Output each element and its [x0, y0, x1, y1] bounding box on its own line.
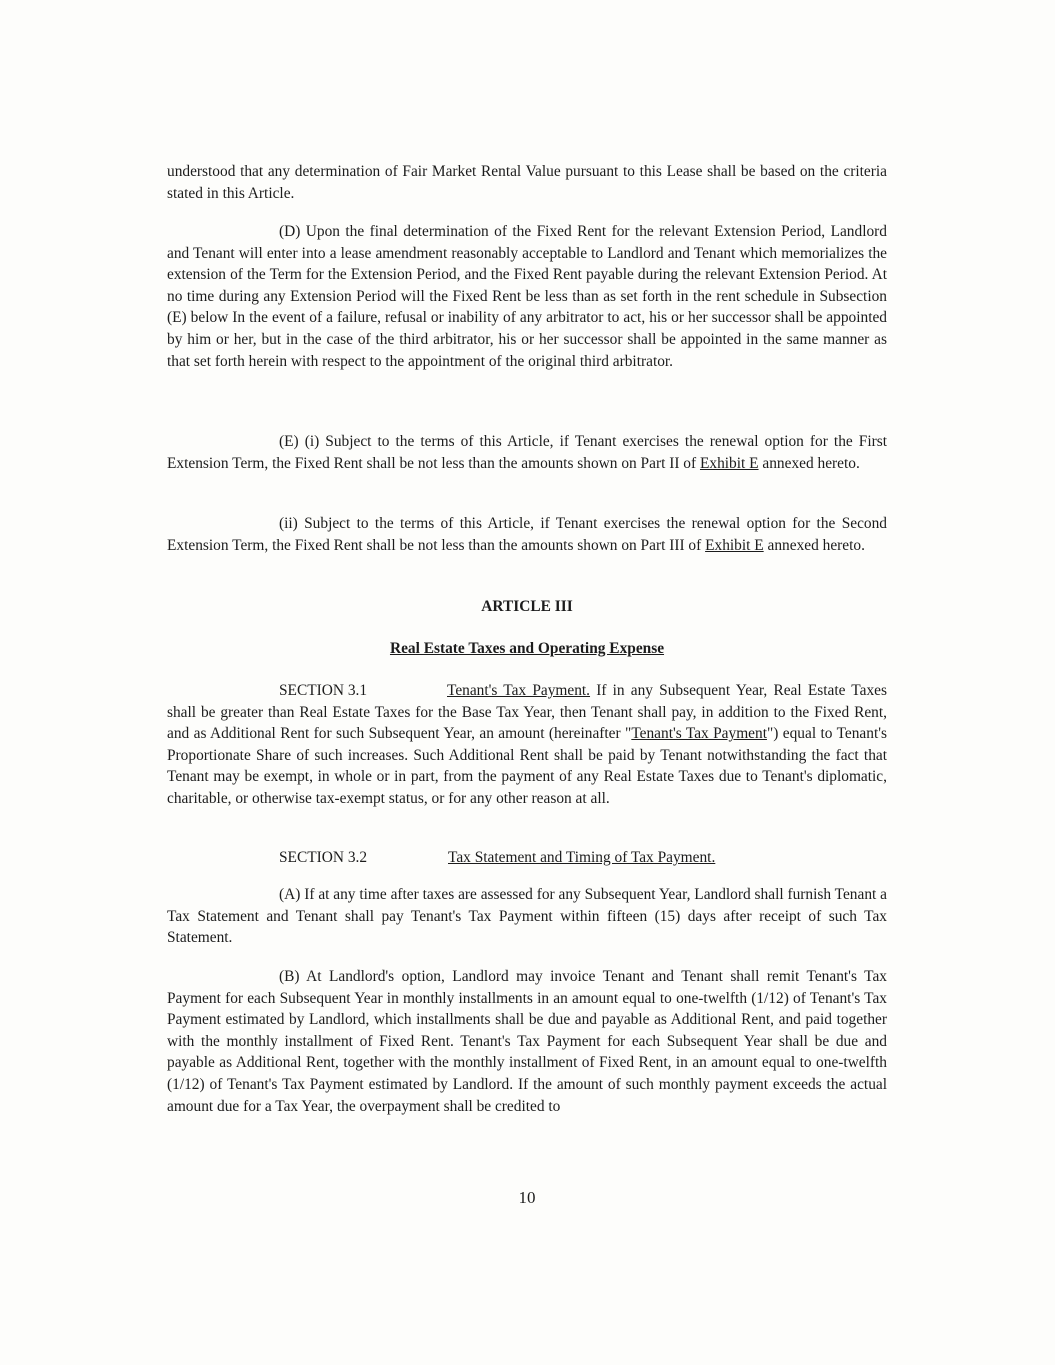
- paragraph-E-ii: [167, 513, 887, 556]
- paragraph-A: (A) If at any time after taxes are assessed for any Subsequent Year, Landlord shall furnish Tenant a Tax Statement and Tenant shall pay Tenant's Tax Payment within fifteen (15) days after receipt of such Tax Statement.: [167, 886, 887, 947]
- paragraph-D: (D) Upon the final determination of the Fixed Rent for the relevant Extension Period, Landlord and Tenant will enter into a lease amendment reasonably acceptable to Landlord and Tenant which memorializes the extension of the Term for the Extension Period, and the Fixed Rent payable during the relevant Extension Period. At no time during any Extension Period will the Fixed Rent be less than as set forth in the rent schedule in Subsection (E) below In the event of a failure, refusal or inability of any arbitrator to act, his or her successor shall be appointed by him or her, but in the case of the third arbitrator, his or her successor shall be appointed in the same manner as that set forth herein with respect to the appointment of the original third arbitrator.: [167, 223, 887, 370]
- defined-term-tenants-tax-payment: Tenant's Tax Payment: [631, 725, 767, 743]
- paragraph-E-i-text: (E) (i) Subject to the terms of this Article, if Tenant exercises the renewal option for the First Extension Term, the Fixed Rent shall be not less than the amounts shown on Part II of: [167, 433, 887, 472]
- section-3-1-text: If in any Subsequent Year, Real Estate Taxes shall be greater than Real Estate Taxes for the Base Tax Year, then Tenant shall pay, in addition to the Fixed Rent, and as Additional Rent for such Subsequent Year, an amount (hereinafter ": [167, 682, 887, 743]
- paragraph-E-ii-tail: annexed hereto.: [763, 536, 865, 554]
- article-heading: ARTICLE III: [481, 598, 573, 615]
- section-3-1-label: SECTION 3.1: [279, 682, 368, 699]
- section-3-2-title: Tax Statement and Timing of Tax Payment.: [448, 849, 716, 866]
- page-number: 10: [518, 1188, 536, 1207]
- section-3-2-label: SECTION 3.2: [279, 849, 368, 866]
- section-3-1: [167, 680, 887, 810]
- paragraph-E-i: [167, 431, 887, 474]
- paragraph-fair-market-value: understood that any determination of Fair Market Rental Value pursuant to this Lease shall be based on the criteria stated in this Article.: [167, 163, 887, 202]
- exhibit-e-reference: Exhibit E: [699, 454, 759, 472]
- exhibit-e-reference-2: Exhibit E: [705, 536, 764, 554]
- paragraph-B: (B) At Landlord's option, Landlord may invoice Tenant and Tenant shall remit Tenant's Tax Payment for each Subsequent Year in monthly installments in an amount equal to one-twelfth (1/12) of Tenant's Tax Payment estimated by Landlord, which installments shall be due and payable as Additional Rent, and paid together with the monthly installment of Fixed Rent. Tenant's Tax Payment for each Subsequent Year shall be due and payable as Additional Rent, together with the monthly installment of Fixed Rent, in an amount equal to one-twelfth (1/12) of Tenant's Tax Payment estimated by Landlord. If the amount of such monthly payment exceeds the actual amount due for a Tax Year, the overpayment shall be credited to: [167, 968, 887, 1115]
- section-3-2-heading: [167, 847, 887, 869]
- paragraph-E-ii-text: (ii) Subject to the terms of this Article, if Tenant exercises the renewal option for the Second Extension Term, the Fixed Rent shall be not less than the amounts shown on Part III of: [167, 515, 887, 554]
- section-3-1-text-continued: ") equal to Tenant's Proportionate Share of such increases. Such Additional Rent shall be paid by Tenant notwithstanding the fact that Tenant may be exempt, in whole or in part, from the payment of any Real Estate Taxes due to Tenant's diplomatic, charitable, or otherwise tax-exempt status, or for any other reason at all.: [167, 725, 887, 807]
- paragraph-E-i-tail: annexed hereto.: [758, 454, 860, 472]
- article-title: Real Estate Taxes and Operating Expense: [389, 640, 665, 657]
- section-3-1-title: Tenant's Tax Payment.: [447, 682, 591, 699]
